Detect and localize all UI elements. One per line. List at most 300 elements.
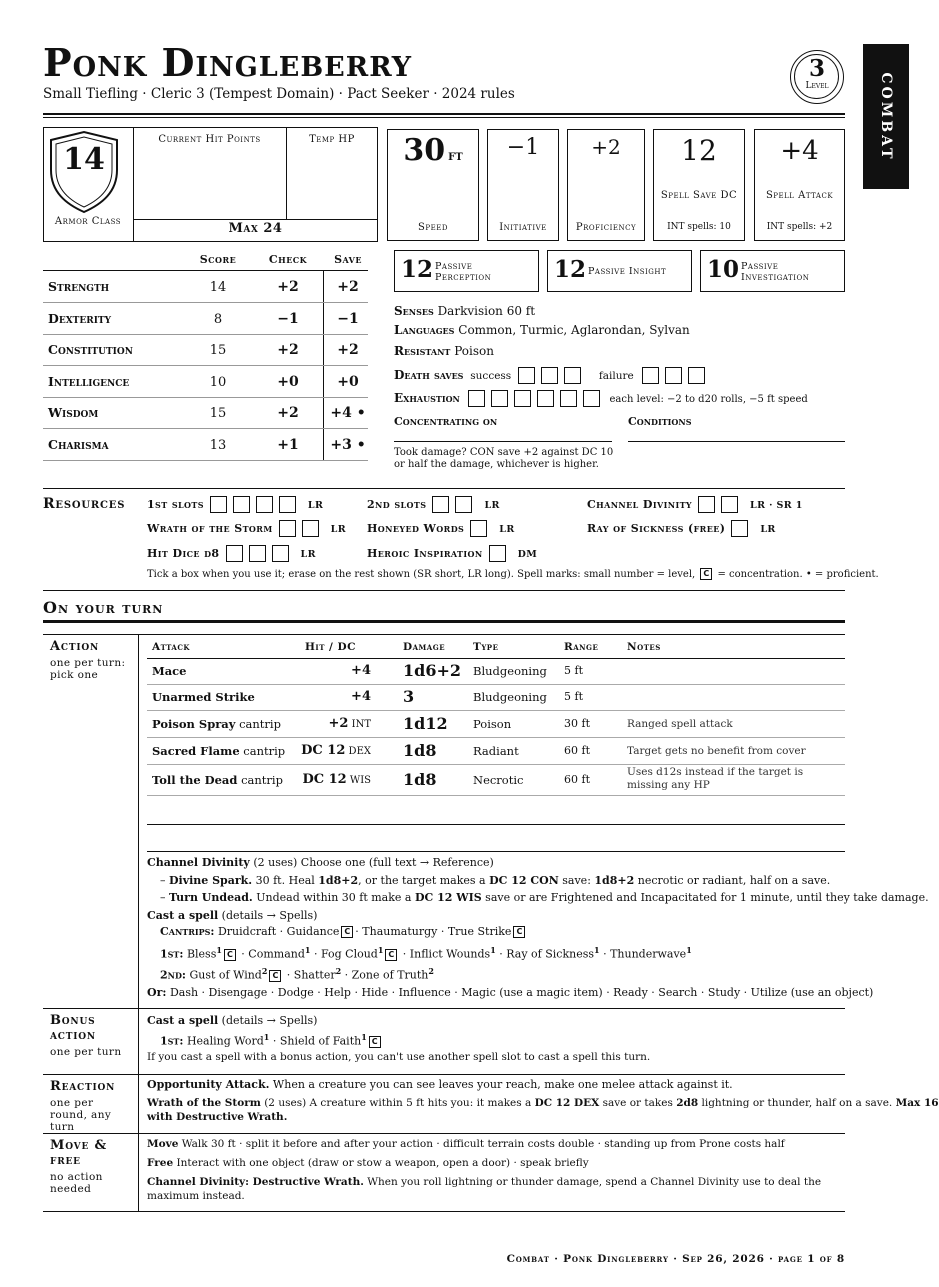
cantrips-label: Cantrips: — [160, 925, 215, 938]
attack-name — [152, 773, 283, 787]
resource-checkbox[interactable] — [432, 496, 449, 513]
reaction-label: Reaction — [50, 1079, 116, 1094]
exhaustion-checkbox[interactable] — [583, 390, 600, 407]
death-saves-line — [394, 367, 711, 384]
turn-rule-thick — [43, 620, 845, 623]
death-success-checkbox[interactable] — [564, 367, 581, 384]
section-tab-combat[interactable] — [863, 44, 909, 189]
death-success-label: success — [470, 370, 512, 382]
attack-hit — [297, 772, 371, 787]
resource-label: Wrath of the Storm — [147, 521, 273, 535]
death-success-checkbox[interactable] — [541, 367, 558, 384]
reaction-section-label — [50, 1079, 132, 1133]
ability-name: Charisma — [48, 436, 109, 452]
attack-name-text: Sacred Flame — [152, 744, 240, 758]
proficiency-box — [567, 129, 645, 241]
character-name: Ponk Dingleberry — [43, 40, 413, 85]
or-label: Or: — [147, 986, 167, 999]
senses-label: Senses — [394, 304, 434, 318]
resource-wrath-of-the-storm — [147, 520, 346, 537]
cast-spell-line — [147, 909, 317, 922]
resource-rest-tag: LR — [307, 499, 324, 511]
passive-value: 10 — [707, 256, 740, 283]
ability-save: +4 • — [330, 405, 366, 421]
ws-text: (2 uses) A creature within 5 ft hits you: it makes a — [260, 1097, 535, 1109]
dw-title: Channel Divinity: Destructive Wrath. — [147, 1176, 364, 1188]
attack-hit-value: +4 — [351, 689, 371, 704]
turn-rule-bottom — [43, 1211, 845, 1212]
attack-range: 5 ft — [564, 690, 583, 703]
ws-max-2: with Destructive Wrath. — [147, 1111, 288, 1123]
resources-title: Resources — [43, 496, 126, 512]
concentrating-text: Concentrating on — [394, 415, 498, 428]
cantrips-text: Druidcraft · Guidance — [214, 925, 340, 938]
second-level-line — [160, 966, 434, 982]
resource-checkbox[interactable] — [279, 520, 296, 537]
turn-undead-line: – Turn Undead. Undead within 30 ft make a DC 12 WIS save or are Frightened and Incapacitated for 1 minute, until they take damage. — [160, 891, 929, 904]
attack-blank-row[interactable] — [147, 824, 845, 825]
col-notes: Notes — [627, 641, 661, 653]
resistant-value: Poison — [454, 344, 494, 358]
reaction-desc: one per round, any turn — [50, 1097, 112, 1133]
ws-text-2: save or takes — [599, 1097, 677, 1109]
attack-row[interactable] — [147, 659, 845, 685]
resource-checkbox[interactable] — [272, 545, 289, 562]
attack-hit — [297, 743, 371, 758]
spell-bless: Bless — [183, 947, 217, 961]
first-label: 1st: — [160, 947, 184, 961]
ability-save: −1 — [337, 310, 359, 327]
ws-title: Wrath of the Storm — [147, 1097, 261, 1109]
resource-checkbox[interactable] — [233, 496, 250, 513]
attack-damage: 3 — [403, 687, 415, 706]
level-label: Level — [805, 81, 829, 91]
spell-attack-box — [754, 129, 845, 241]
attack-name — [152, 717, 281, 731]
spell-healing-word: Healing Word — [183, 1034, 264, 1048]
death-success-checkbox[interactable] — [518, 367, 535, 384]
ability-row-intelligence — [43, 367, 368, 398]
max-hp: Max 24 — [228, 221, 283, 236]
attack-hit-value: DC 12 — [302, 772, 347, 787]
initiative-label: Initiative — [499, 222, 547, 233]
level-badge — [790, 50, 844, 104]
ability-header-check: Check — [268, 253, 308, 266]
resources-note — [147, 568, 879, 580]
ds-text-2: , or the target makes a — [358, 874, 490, 887]
attack-hit-stat: DEX — [345, 746, 371, 757]
ability-check: +2 — [277, 405, 299, 421]
senses-line — [394, 304, 535, 318]
ability-name: Wisdom — [48, 405, 99, 420]
resource-channel-divinity — [587, 496, 803, 513]
turn-column-divider — [138, 634, 139, 1212]
resource-checkbox[interactable] — [489, 545, 506, 562]
ability-score: 14 — [209, 280, 227, 295]
bonus-cast-line — [147, 1014, 317, 1027]
ability-header-score: Score — [199, 253, 237, 266]
channel-divinity-line — [147, 856, 494, 869]
spell-save-box — [653, 129, 745, 241]
ability-row-charisma — [43, 430, 368, 461]
current-hp-label: Current Hit Points — [158, 134, 261, 145]
resource-checkbox[interactable] — [455, 496, 472, 513]
bonus-desc: one per turn — [50, 1046, 122, 1058]
destructive-wrath-line — [147, 1176, 821, 1188]
ability-name: Intelligence — [48, 373, 130, 389]
exhaustion-note: each level: −2 to d20 rolls, −5 ft speed — [609, 394, 808, 405]
move-label-2: free — [50, 1153, 81, 1168]
exhaustion-checkbox[interactable] — [468, 390, 485, 407]
attack-range: 60 ft — [564, 773, 590, 786]
ability-row-dexterity — [43, 304, 368, 335]
passive-perception-box — [394, 250, 539, 292]
speed-value: 30 — [403, 133, 446, 168]
wrath-storm-line — [147, 1097, 939, 1109]
damage-note: Took damage? CON save +2 against DC 10 or half the damage, whichever is higher. — [394, 447, 614, 470]
resource-checkbox[interactable] — [731, 520, 748, 537]
resource-checkbox[interactable] — [721, 496, 738, 513]
level-value: 3 — [808, 55, 825, 82]
attack-damage: 1d6+2 — [403, 661, 461, 680]
spell-shatter: · Shatter — [283, 968, 336, 982]
free-text: Interact with one object (draw or stow a weapon, open a door) · speak briefly — [173, 1157, 589, 1169]
conditions-text: Conditions — [628, 415, 692, 428]
passive-label: Passive Insight — [588, 266, 667, 277]
bonus-cast-title: Cast a spell — [147, 1014, 219, 1027]
resource-1st-slots — [147, 496, 323, 513]
oa-text: When a creature you can see leaves your reach, make one melee attack against it. — [269, 1078, 733, 1091]
ability-check: +2 — [277, 279, 299, 295]
resources-note-text: Tick a box when you use it; erase on the rest shown (SR short, LR long). Spell marks: small number = level, — [147, 569, 696, 580]
ds-heal: 1d8+2 — [318, 874, 359, 887]
page-footer: Combat · Ponk Dingleberry · Sep 26, 2026 · page 1 of 8 — [506, 1253, 845, 1265]
concentration-icon: C — [700, 568, 712, 580]
attack-notes: Uses d12s instead if the target is missing any HP — [627, 766, 804, 791]
concentration-icon: C — [385, 949, 397, 961]
languages-value: Common, Turmic, Aglarondan, Sylvan — [458, 323, 690, 337]
resource-checkbox[interactable] — [698, 496, 715, 513]
proficiency-value: +2 — [591, 135, 621, 159]
action-section-label — [50, 639, 130, 681]
spell-inflict-wounds: · Inflict Wounds — [399, 947, 491, 961]
spell-attack-value: +4 — [780, 136, 819, 166]
ability-score: 8 — [213, 311, 223, 327]
attack-range: 5 ft — [564, 664, 583, 677]
attack-notes: Ranged spell attack — [627, 718, 733, 730]
cantrips-line — [160, 925, 527, 938]
col-hit: Hit / DC — [305, 641, 357, 653]
ability-row-wisdom — [43, 398, 368, 429]
attack-row[interactable] — [147, 765, 845, 796]
cast-title: Cast a spell — [147, 909, 219, 922]
speed-unit: FT — [448, 152, 463, 163]
spell-save-value: 12 — [681, 134, 717, 167]
divine-spark-line: – Divine Spark. 30 ft. Heal 1d8+2, or the target makes a DC 12 CON save: 1d8+2 necrotic or radiant, half on a save. — [160, 874, 831, 887]
attack-type: Bludgeoning — [473, 690, 547, 704]
free-line — [147, 1157, 589, 1169]
oa-title: Opportunity Attack. — [147, 1078, 270, 1091]
senses-value: Darkvision 60 ft — [437, 304, 536, 318]
attack-hit-value: +4 — [351, 663, 371, 678]
attack-blank-row-end — [147, 851, 845, 852]
move-title: Move — [147, 1138, 179, 1150]
ability-check: −1 — [277, 310, 299, 327]
spell-level: 2 — [261, 966, 268, 976]
cd-title: Channel Divinity — [147, 856, 250, 869]
spell-zone-of-truth: · Zone of Truth — [341, 968, 429, 982]
turn-title: On your turn — [43, 598, 164, 617]
resource-rest-tag: LR — [760, 523, 776, 535]
tu-title: Turn Undead. — [169, 891, 253, 904]
armor-class-value: 14 — [63, 142, 105, 177]
ability-name: Strength — [48, 279, 110, 294]
concentrating-label — [394, 415, 497, 428]
ds-text: 30 ft. Heal — [252, 874, 319, 887]
spell-attack-label: Spell Attack — [765, 190, 834, 201]
action-rule — [43, 634, 845, 635]
tu-text-2: save or are Frightened and Incapacitated for 1 minute, until they take damage. — [481, 891, 929, 904]
other-actions-line — [147, 986, 873, 999]
attack-notes: Target gets no benefit from cover — [627, 745, 806, 757]
languages-line — [394, 323, 690, 337]
spell-level: 1 — [686, 945, 692, 955]
ds-dc: DC 12 CON — [489, 874, 559, 887]
attack-name — [152, 744, 285, 758]
spell-level: 1 — [304, 945, 311, 955]
ability-score: 15 — [209, 406, 227, 421]
resources-note-text-2: = concentration. • = proficient. — [717, 569, 879, 580]
ability-check: +2 — [277, 342, 299, 358]
spell-level: 1 — [377, 945, 384, 955]
attack-row[interactable] — [147, 738, 845, 765]
attack-row[interactable] — [147, 711, 845, 738]
ws-dmg: 2d8 — [676, 1097, 699, 1109]
exhaustion-checkbox[interactable] — [491, 390, 508, 407]
attack-name — [152, 690, 255, 704]
passive-investigation-box — [700, 250, 845, 292]
move-text: Walk 30 ft · split it before and after your action · difficult terrain costs double · standing up from Prone costs half — [178, 1138, 785, 1150]
bonus-first-line — [160, 1032, 383, 1048]
ability-save: +0 — [337, 373, 359, 390]
move-desc: no action needed — [50, 1171, 103, 1195]
resource-checkbox[interactable] — [470, 520, 487, 537]
concentrating-input[interactable] — [394, 441, 612, 442]
ws-dc: DC 12 DEX — [534, 1097, 600, 1109]
first-level-line — [160, 945, 692, 961]
exhaustion-checkbox[interactable] — [560, 390, 577, 407]
death-failure-checkbox[interactable] — [665, 367, 682, 384]
bonus-section-label — [50, 1013, 122, 1058]
attack-damage: 1d12 — [403, 714, 448, 733]
reaction-rule — [43, 1074, 845, 1075]
ability-score: 10 — [209, 374, 227, 390]
ability-check: +0 — [277, 373, 299, 390]
character-subtitle: Small Tiefling · Cleric 3 (Tempest Domain) · Pact Seeker · 2024 rules — [43, 86, 515, 102]
exhaustion-checkbox[interactable] — [537, 390, 554, 407]
cast-rest: (details → Spells) — [218, 909, 318, 922]
spell-level: 1 — [594, 945, 600, 955]
attack-name-text: Mace — [152, 664, 187, 678]
bonus-rule — [43, 1008, 845, 1009]
attack-hit — [297, 716, 371, 731]
resource-heroic-inspiration — [367, 545, 537, 562]
resources-rule — [43, 488, 845, 489]
attack-name-text: Unarmed Strike — [152, 690, 255, 704]
concentration-icon: C — [224, 949, 236, 961]
ability-score: 13 — [209, 437, 227, 453]
passive-label-2: Perception — [435, 272, 492, 283]
move-line — [147, 1138, 785, 1150]
bonus-note: If you cast a spell with a bonus action, you can't use another spell slot to cast a spell this turn. — [147, 1051, 651, 1063]
ability-header-rule — [43, 270, 368, 271]
initiative-box[interactable] — [487, 129, 559, 241]
attack-type: Bludgeoning — [473, 664, 547, 678]
attack-damage: 1d8 — [403, 741, 437, 760]
resource-label: 1st slots — [147, 497, 204, 511]
resource-checkbox[interactable] — [279, 496, 296, 513]
ability-name: Dexterity — [48, 310, 112, 326]
attack-type: Necrotic — [473, 773, 524, 787]
ds-title: Divine Spark. — [169, 874, 253, 887]
ability-row-constitution — [43, 335, 368, 366]
death-failure-label: failure — [598, 370, 634, 382]
resistant-line — [394, 344, 494, 358]
ds-text-4: necrotic or radiant, half on a save. — [634, 874, 831, 887]
attack-range: 60 ft — [564, 744, 590, 757]
passive-label-2: Investigation — [741, 272, 810, 283]
spell-attack-note: INT spells: +2 — [766, 222, 833, 232]
turn-rule-top — [43, 590, 845, 591]
attack-hit-stat: WIS — [346, 775, 371, 786]
resource-checkbox[interactable] — [226, 545, 243, 562]
ability-score: 15 — [209, 343, 227, 358]
attack-name-text: Poison Spray — [152, 717, 236, 731]
resource-checkbox[interactable] — [256, 496, 273, 513]
attack-hit-value: +2 — [328, 716, 349, 731]
attack-name — [152, 664, 187, 678]
concentration-icon: C — [341, 926, 353, 938]
passive-label: Passive — [435, 261, 473, 272]
ability-row-strength — [43, 272, 368, 303]
speed-label: Speed — [418, 222, 448, 233]
resource-label: Hit Dice d8 — [147, 546, 220, 560]
ds-dmg: 1d8+2 — [594, 874, 635, 887]
ability-header-save: Save — [334, 253, 362, 266]
spell-thunderwave: · Thunderwave — [599, 947, 687, 961]
ability-name: Constitution — [48, 342, 133, 357]
passive-value: 12 — [554, 256, 587, 283]
resource-checkbox[interactable] — [210, 496, 227, 513]
header-rule-thin — [43, 117, 845, 118]
resource-label: Ray of Sickness (free) — [587, 521, 726, 535]
action-label: Action — [50, 639, 100, 654]
or-text: Dash · Disengage · Dodge · Help · Hide · Influence · Magic (use a magic item) · Ready · Search · Study · Utilize (use an object) — [166, 986, 874, 999]
death-failure-checkbox[interactable] — [642, 367, 659, 384]
passive-insight-box — [547, 250, 692, 292]
bonus-label: Bonus — [50, 1013, 96, 1028]
ability-check: +1 — [277, 436, 299, 453]
attack-range: 30 ft — [564, 717, 590, 730]
resource-checkbox[interactable] — [249, 545, 266, 562]
wrath-storm-line-2 — [147, 1111, 287, 1123]
attack-hit-value: DC 12 — [301, 743, 346, 758]
dw-text: When you roll lightning or thunder damage, spend a Channel Divinity use to deal the — [363, 1176, 822, 1188]
resource-rest-tag: DM — [517, 548, 538, 560]
spell-level: 1 — [490, 945, 496, 955]
move-label: Move & — [50, 1138, 107, 1153]
resource-hit-dice-d8 — [147, 545, 316, 562]
bonus-first-label: 1st: — [160, 1034, 184, 1048]
col-range: Range — [564, 641, 599, 653]
exhaustion-label: Exhaustion — [394, 391, 460, 405]
resource-honeyed-words — [367, 520, 515, 537]
ability-save: +3 • — [330, 436, 366, 453]
ds-text-3: save: — [558, 874, 595, 887]
spell-level: 2 — [428, 966, 434, 976]
spell-level: 1 — [263, 1032, 270, 1042]
attack-tag: cantrip — [239, 744, 286, 758]
exhaustion-checkbox[interactable] — [514, 390, 531, 407]
spell-shield-of-faith: · Shield of Faith — [269, 1034, 362, 1048]
ws-max: Max 16 — [895, 1097, 939, 1109]
death-saves-label: Death saves — [394, 368, 464, 382]
exhaustion-line — [394, 390, 808, 407]
ability-save: +2 — [337, 342, 359, 358]
resource-rest-tag: LR — [300, 548, 316, 560]
resource-2nd-slots — [367, 496, 500, 513]
destructive-wrath-line-2: maximum instead. — [147, 1190, 245, 1202]
concentration-icon: C — [513, 926, 525, 938]
resource-label: 2nd slots — [367, 497, 427, 511]
spell-save-label: Spell Save DC — [660, 190, 738, 201]
temp-hp-label: Temp HP — [309, 134, 355, 145]
concentration-icon: C — [369, 1036, 381, 1048]
speed-box — [387, 129, 479, 241]
death-failure-checkbox[interactable] — [688, 367, 705, 384]
resource-rest-tag: LR — [484, 499, 500, 511]
initiative-value: −1 — [506, 135, 540, 160]
bonus-label-2: action — [50, 1028, 96, 1043]
attack-hit — [297, 663, 371, 678]
resource-rest-tag: LR — [499, 523, 515, 535]
move-section-label — [50, 1138, 120, 1195]
attack-tag: cantrip — [235, 717, 281, 731]
conditions-label — [628, 415, 691, 428]
resource-label: Honeyed Words — [367, 521, 465, 535]
attack-hit-stat: INT — [348, 719, 371, 730]
resource-label: Heroic Inspiration — [367, 546, 483, 560]
resource-label: Channel Divinity — [587, 497, 693, 511]
spell-ray-of-sickness: · Ray of Sickness — [495, 947, 595, 961]
ws-text-3: lightning or thunder, half on a save. — [698, 1097, 896, 1109]
ability-save: +2 — [337, 279, 359, 295]
spell-level: 1 — [216, 945, 222, 955]
opportunity-attack-line — [147, 1078, 733, 1091]
attack-hit — [297, 689, 371, 704]
conditions-input[interactable] — [628, 441, 845, 442]
bonus-cast-rest: (details → Spells) — [218, 1014, 318, 1027]
attack-damage: 1d8 — [403, 770, 437, 789]
attack-row[interactable] — [147, 685, 845, 711]
resource-rest-tag: LR — [330, 523, 346, 535]
tu-dc: DC 12 WIS — [414, 891, 482, 904]
resource-checkbox[interactable] — [302, 520, 319, 537]
cd-rest: (2 uses) Choose one (full text → Reference) — [249, 856, 494, 869]
cantrips-text-2: · Thaumaturgy · True Strike — [355, 925, 512, 938]
passive-label: Passive — [741, 261, 779, 272]
tu-text: Undead within 30 ft make a — [252, 891, 415, 904]
